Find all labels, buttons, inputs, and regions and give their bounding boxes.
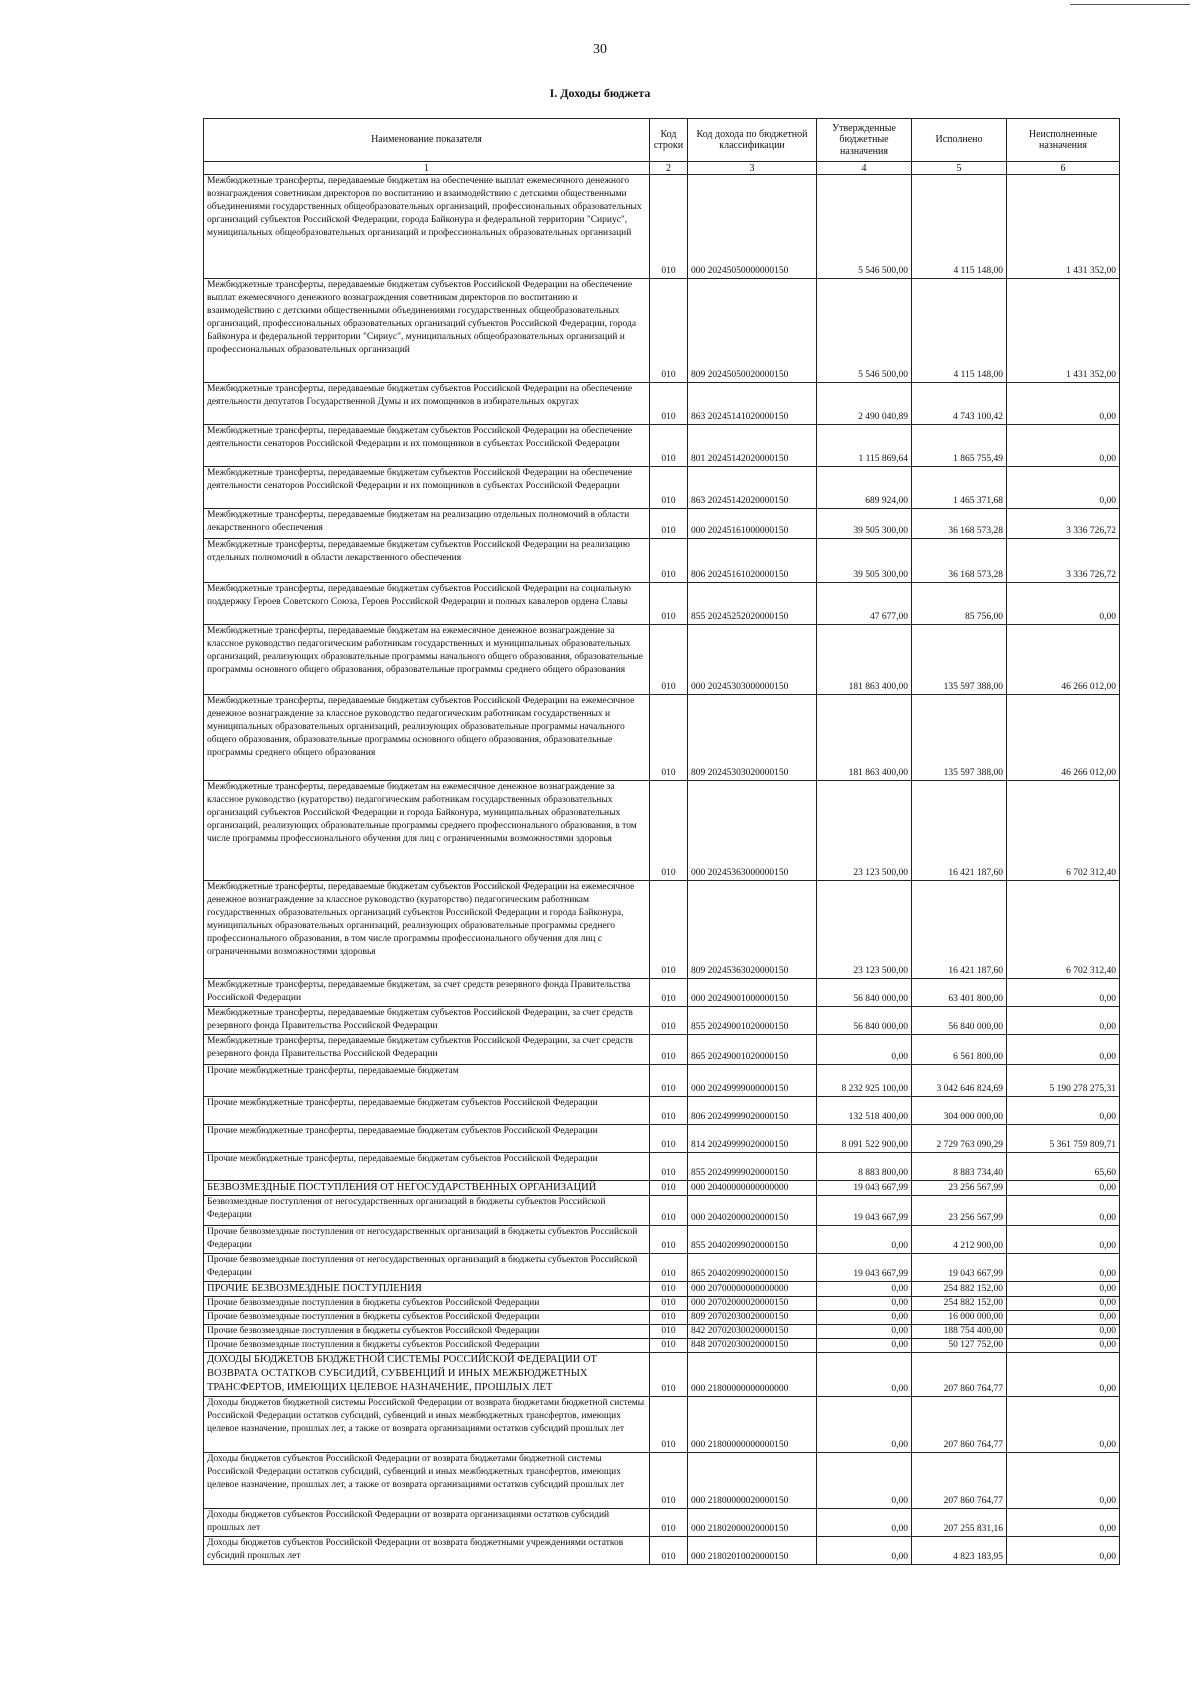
row-executed-amount: 63 401 800,00 <box>912 979 1007 1007</box>
column-number: 2 <box>650 162 688 175</box>
row-approved-amount: 0,00 <box>817 1035 912 1065</box>
table-row <box>204 1397 1120 1453</box>
row-executed-amount: 4 115 148,00 <box>912 279 1007 383</box>
row-unexecuted-amount: 6 702 312,40 <box>1007 881 1120 979</box>
row-executed-amount: 207 860 764,77 <box>912 1353 1007 1397</box>
top-edge-rule <box>1070 4 1190 5</box>
header-indicator-name: Наименование показателя <box>204 119 650 162</box>
row-executed-amount: 254 882 152,00 <box>912 1282 1007 1297</box>
row-revenue-code: 000 20245050000000150 <box>688 175 817 279</box>
row-revenue-code: 000 21800000020000150 <box>688 1453 817 1509</box>
row-revenue-code: 865 20402099020000150 <box>688 1254 817 1282</box>
row-unexecuted-amount: 0,00 <box>1007 1453 1120 1509</box>
row-revenue-code: 809 20245050020000150 <box>688 279 817 383</box>
row-indicator-name: Межбюджетные трансферты, передаваемые бюджетам субъектов Российской Федерации на ежемесячное денежное вознаграждение за классное руководство (кураторство) педагогическим работникам государственных образовательных организаций субъектов Российской Федерации и города Байконура, муниципальных образовательных организаций, реализующих образовательные программы среднего профессионального образования, в том числе программы профессионального обучения для лиц с ограниченными возможностями здоровья <box>204 881 650 979</box>
row-revenue-code: 000 21802000020000150 <box>688 1509 817 1537</box>
row-indicator-name: Прочие межбюджетные трансферты, передаваемые бюджетам субъектов Российской Федерации <box>204 1125 650 1153</box>
row-executed-amount: 4 823 183,95 <box>912 1537 1007 1565</box>
row-approved-amount: 19 043 667,99 <box>817 1196 912 1226</box>
row-revenue-code: 000 20400000000000000 <box>688 1181 817 1196</box>
row-revenue-code: 000 20702000020000150 <box>688 1297 817 1311</box>
row-line-code: 010 <box>650 1007 688 1035</box>
row-indicator-name: ПРОЧИЕ БЕЗВОЗМЕЗДНЫЕ ПОСТУПЛЕНИЯ <box>204 1282 650 1297</box>
row-unexecuted-amount: 0,00 <box>1007 1097 1120 1125</box>
table-row <box>204 1353 1120 1397</box>
row-approved-amount: 0,00 <box>817 1353 912 1397</box>
row-approved-amount: 5 546 500,00 <box>817 175 912 279</box>
row-unexecuted-amount: 3 336 726,72 <box>1007 509 1120 539</box>
row-executed-amount: 207 860 764,77 <box>912 1397 1007 1453</box>
row-revenue-code: 814 20249999020000150 <box>688 1125 817 1153</box>
row-unexecuted-amount: 3 336 726,72 <box>1007 539 1120 583</box>
row-executed-amount: 2 729 763 090,29 <box>912 1125 1007 1153</box>
row-unexecuted-amount: 5 190 278 275,31 <box>1007 1065 1120 1097</box>
column-number: 4 <box>817 162 912 175</box>
row-approved-amount: 0,00 <box>817 1226 912 1254</box>
row-line-code: 010 <box>650 175 688 279</box>
table-row <box>204 625 1120 695</box>
row-executed-amount: 135 597 388,00 <box>912 625 1007 695</box>
row-revenue-code: 855 20249001020000150 <box>688 1007 817 1035</box>
row-line-code: 010 <box>650 1397 688 1453</box>
row-revenue-code: 000 20245303000000150 <box>688 625 817 695</box>
row-approved-amount: 2 490 040,89 <box>817 383 912 425</box>
header-unexecuted: Неисполненные назначения <box>1007 119 1120 162</box>
row-revenue-code: 809 20245363020000150 <box>688 881 817 979</box>
row-executed-amount: 8 883 734,40 <box>912 1153 1007 1181</box>
row-unexecuted-amount: 0,00 <box>1007 1226 1120 1254</box>
row-line-code: 010 <box>650 1353 688 1397</box>
table-row <box>204 175 1120 279</box>
row-unexecuted-amount: 0,00 <box>1007 467 1120 509</box>
row-executed-amount: 4 212 900,00 <box>912 1226 1007 1254</box>
row-indicator-name: ДОХОДЫ БЮДЖЕТОВ БЮДЖЕТНОЙ СИСТЕМЫ РОССИЙСКОЙ ФЕДЕРАЦИИ ОТ ВОЗВРАТА ОСТАТКОВ СУБСИДИЙ, СУБВЕНЦИЙ И ИНЫХ МЕЖБЮДЖЕТНЫХ ТРАНСФЕРТОВ, ИМЕЮЩИХ ЦЕЛЕВОЕ НАЗНАЧЕНИЕ, ПРОШЛЫХ ЛЕТ <box>204 1353 650 1397</box>
row-unexecuted-amount: 46 266 012,00 <box>1007 625 1120 695</box>
column-number-row <box>204 162 1120 175</box>
row-line-code: 010 <box>650 1181 688 1196</box>
header-approved: Утвержденные бюджетные назначения <box>817 119 912 162</box>
row-approved-amount: 47 677,00 <box>817 583 912 625</box>
row-approved-amount: 8 232 925 100,00 <box>817 1065 912 1097</box>
row-indicator-name: Прочие межбюджетные трансферты, передаваемые бюджетам <box>204 1065 650 1097</box>
row-approved-amount: 39 505 300,00 <box>817 539 912 583</box>
row-indicator-name: Межбюджетные трансферты, передаваемые бюджетам субъектов Российской Федерации на реализацию отдельных полномочий в области лекарственного обеспечения <box>204 539 650 583</box>
row-revenue-code: 806 20245161020000150 <box>688 539 817 583</box>
row-line-code: 010 <box>650 1537 688 1565</box>
table-row <box>204 1007 1120 1035</box>
row-indicator-name: Межбюджетные трансферты, передаваемые бюджетам субъектов Российской Федерации на обеспечение деятельности депутатов Государственной Думы и их помощников в избирательных округах <box>204 383 650 425</box>
row-indicator-name: Межбюджетные трансферты, передаваемые бюджетам субъектов Российской Федерации на обеспечение выплат ежемесячного денежного вознаграждения советникам директоров по воспитанию и взаимодействию с детскими общественными объединениями государственных общеобразовательных организаций, профессиональных образовательных организаций субъектов Российской Федерации, города Байконура и федеральной территории "Сириус", муниципальных общеобразовательных организаций и профессиональных образовательных организаций <box>204 279 650 383</box>
page-number: 30 <box>593 42 607 57</box>
row-line-code: 010 <box>650 1196 688 1226</box>
row-approved-amount: 0,00 <box>817 1397 912 1453</box>
row-line-code: 010 <box>650 383 688 425</box>
table-row <box>204 1339 1120 1353</box>
row-revenue-code: 801 20245142020000150 <box>688 425 817 467</box>
row-executed-amount: 4 115 148,00 <box>912 175 1007 279</box>
row-indicator-name: Прочие межбюджетные трансферты, передаваемые бюджетам субъектов Российской Федерации <box>204 1097 650 1125</box>
row-unexecuted-amount: 0,00 <box>1007 1311 1120 1325</box>
row-unexecuted-amount: 0,00 <box>1007 1196 1120 1226</box>
row-indicator-name: БЕЗВОЗМЕЗДНЫЕ ПОСТУПЛЕНИЯ ОТ НЕГОСУДАРСТВЕННЫХ ОРГАНИЗАЦИЙ <box>204 1181 650 1196</box>
header-executed: Исполнено <box>912 119 1007 162</box>
table-row <box>204 1181 1120 1196</box>
row-revenue-code: 000 20402000020000150 <box>688 1196 817 1226</box>
row-executed-amount: 36 168 573,28 <box>912 539 1007 583</box>
row-approved-amount: 0,00 <box>817 1509 912 1537</box>
row-indicator-name: Межбюджетные трансферты, передаваемые бюджетам субъектов Российской Федерации на социальную поддержку Героев Советского Союза, Героев Российской Федерации и полных кавалеров ордена Славы <box>204 583 650 625</box>
row-unexecuted-amount: 0,00 <box>1007 1509 1120 1537</box>
row-indicator-name: Прочие безвозмездные поступления от негосударственных организаций в бюджеты субъектов Российской Федерации <box>204 1254 650 1282</box>
row-revenue-code: 000 21800000000000000 <box>688 1353 817 1397</box>
row-line-code: 010 <box>650 1254 688 1282</box>
row-unexecuted-amount: 65,60 <box>1007 1153 1120 1181</box>
row-approved-amount: 0,00 <box>817 1339 912 1353</box>
row-line-code: 010 <box>650 1311 688 1325</box>
row-revenue-code: 863 20245142020000150 <box>688 467 817 509</box>
table-row <box>204 383 1120 425</box>
table-row <box>204 1196 1120 1226</box>
row-line-code: 010 <box>650 1297 688 1311</box>
table-row <box>204 1065 1120 1097</box>
row-approved-amount: 1 115 869,64 <box>817 425 912 467</box>
table-row <box>204 1153 1120 1181</box>
row-executed-amount: 19 043 667,99 <box>912 1254 1007 1282</box>
row-executed-amount: 207 255 831,16 <box>912 1509 1007 1537</box>
row-revenue-code: 865 20249001020000150 <box>688 1035 817 1065</box>
row-indicator-name: Доходы бюджетов бюджетной системы Российской Федерации от возврата бюджетами бюджетной системы Российской Федерации остатков субсидий, субвенций и иных межбюджетных трансфертов, имеющих целевое назначение, прошлых лет, а также от возврата организациями остатков субсидий прошлых лет <box>204 1397 650 1453</box>
row-line-code: 010 <box>650 425 688 467</box>
row-revenue-code: 848 20702030020000150 <box>688 1339 817 1353</box>
table-row <box>204 881 1120 979</box>
row-indicator-name: Прочие безвозмездные поступления в бюджеты субъектов Российской Федерации <box>204 1311 650 1325</box>
table-row <box>204 509 1120 539</box>
row-line-code: 010 <box>650 279 688 383</box>
row-unexecuted-amount: 0,00 <box>1007 1397 1120 1453</box>
table-row <box>204 979 1120 1007</box>
row-approved-amount: 19 043 667,99 <box>817 1254 912 1282</box>
row-indicator-name: Межбюджетные трансферты, передаваемые бюджетам на обеспечение выплат ежемесячного денежного вознаграждения советникам директоров по воспитанию и взаимодействию с детскими общественными объединениями государственных общеобразовательных организаций, профессиональных образовательных организаций субъектов Российской Федерации, города Байконура и федеральной территории "Сириус", муниципальных общеобразовательных организаций и профессиональных образовательных организаций <box>204 175 650 279</box>
column-number: 3 <box>688 162 817 175</box>
row-executed-amount: 207 860 764,77 <box>912 1453 1007 1509</box>
row-line-code: 010 <box>650 1282 688 1297</box>
row-executed-amount: 1 465 371,68 <box>912 467 1007 509</box>
table-row <box>204 1226 1120 1254</box>
section-title: I. Доходы бюджета <box>549 86 651 100</box>
row-unexecuted-amount: 0,00 <box>1007 425 1120 467</box>
row-approved-amount: 0,00 <box>817 1537 912 1565</box>
row-indicator-name: Прочие безвозмездные поступления в бюджеты субъектов Российской Федерации <box>204 1297 650 1311</box>
row-approved-amount: 0,00 <box>817 1325 912 1339</box>
row-revenue-code: 000 20700000000000000 <box>688 1282 817 1297</box>
table-row <box>204 425 1120 467</box>
row-approved-amount: 39 505 300,00 <box>817 509 912 539</box>
row-approved-amount: 8 091 522 900,00 <box>817 1125 912 1153</box>
row-indicator-name: Межбюджетные трансферты, передаваемые бюджетам на ежемесячное денежное вознаграждение за классное руководство (кураторство) педагогическим работникам государственных образовательных организаций субъектов Российской Федерации и города Байконура, муниципальных образовательных организаций, реализующих образовательные программы среднего профессионального образования, в том числе программы профессионального обучения для лиц с ограниченными возможностями здоровья <box>204 781 650 881</box>
table-row <box>204 539 1120 583</box>
row-revenue-code: 809 20702030020000150 <box>688 1311 817 1325</box>
table-row <box>204 1509 1120 1537</box>
budget-revenue-table <box>203 118 1120 1565</box>
row-indicator-name: Межбюджетные трансферты, передаваемые бюджетам на реализацию отдельных полномочий в области лекарственного обеспечения <box>204 509 650 539</box>
row-indicator-name: Межбюджетные трансферты, передаваемые бюджетам на ежемесячное денежное вознаграждение за классное руководство педагогическим работникам государственных и муниципальных образовательных организаций, реализующих образовательные программы начального общего образования, образовательные программы основного общего образования, образовательные программы среднего общего образования <box>204 625 650 695</box>
row-unexecuted-amount: 0,00 <box>1007 1297 1120 1311</box>
row-approved-amount: 23 123 500,00 <box>817 881 912 979</box>
row-indicator-name: Межбюджетные трансферты, передаваемые бюджетам субъектов Российской Федерации на обеспечение деятельности сенаторов Российской Федерации и их помощников в субъектах Российской Федерации <box>204 467 650 509</box>
row-indicator-name: Прочие межбюджетные трансферты, передаваемые бюджетам субъектов Российской Федерации <box>204 1153 650 1181</box>
column-number: 6 <box>1007 162 1120 175</box>
row-executed-amount: 188 754 400,00 <box>912 1325 1007 1339</box>
row-line-code: 010 <box>650 625 688 695</box>
row-unexecuted-amount: 0,00 <box>1007 1325 1120 1339</box>
row-executed-amount: 50 127 752,00 <box>912 1339 1007 1353</box>
row-executed-amount: 16 000 000,00 <box>912 1311 1007 1325</box>
row-revenue-code: 855 20249999020000150 <box>688 1153 817 1181</box>
row-executed-amount: 254 882 152,00 <box>912 1297 1007 1311</box>
header-line-code: Код строки <box>650 119 688 162</box>
header-revenue-code: Код дохода по бюджетной классификации <box>688 119 817 162</box>
row-executed-amount: 85 756,00 <box>912 583 1007 625</box>
row-approved-amount: 56 840 000,00 <box>817 1007 912 1035</box>
row-line-code: 010 <box>650 467 688 509</box>
row-unexecuted-amount: 5 361 759 809,71 <box>1007 1125 1120 1153</box>
row-unexecuted-amount: 0,00 <box>1007 1339 1120 1353</box>
table-row <box>204 1035 1120 1065</box>
row-line-code: 010 <box>650 781 688 881</box>
row-indicator-name: Безвозмездные поступления от негосударственных организаций в бюджеты субъектов Российской Федерации <box>204 1196 650 1226</box>
table-row <box>204 279 1120 383</box>
row-line-code: 010 <box>650 1065 688 1097</box>
row-unexecuted-amount: 1 431 352,00 <box>1007 279 1120 383</box>
row-executed-amount: 23 256 567,99 <box>912 1196 1007 1226</box>
row-indicator-name: Межбюджетные трансферты, передаваемые бюджетам субъектов Российской Федерации, за счет средств резервного фонда Правительства Российской Федерации <box>204 1035 650 1065</box>
table-header-row <box>204 119 1120 162</box>
row-approved-amount: 181 863 400,00 <box>817 695 912 781</box>
row-unexecuted-amount: 0,00 <box>1007 1254 1120 1282</box>
table-row <box>204 583 1120 625</box>
row-revenue-code: 000 20249001000000150 <box>688 979 817 1007</box>
row-executed-amount: 6 561 800,00 <box>912 1035 1007 1065</box>
row-indicator-name: Прочие безвозмездные поступления в бюджеты субъектов Российской Федерации <box>204 1325 650 1339</box>
row-line-code: 010 <box>650 583 688 625</box>
row-revenue-code: 000 20245363000000150 <box>688 781 817 881</box>
row-revenue-code: 855 20402099020000150 <box>688 1226 817 1254</box>
table-row <box>204 1282 1120 1297</box>
row-indicator-name: Доходы бюджетов субъектов Российской Федерации от возврата бюджетами бюджетной системы Российской Федерации остатков субсидий, субвенций и иных межбюджетных трансфертов, имеющих целевое назначение, прошлых лет, а также от возврата организациями остатков субсидий прошлых лет <box>204 1453 650 1509</box>
row-unexecuted-amount: 0,00 <box>1007 583 1120 625</box>
row-unexecuted-amount: 0,00 <box>1007 1537 1120 1565</box>
table-row <box>204 1297 1120 1311</box>
row-approved-amount: 0,00 <box>817 1453 912 1509</box>
row-line-code: 010 <box>650 1125 688 1153</box>
table-row <box>204 1125 1120 1153</box>
row-indicator-name: Прочие безвозмездные поступления от негосударственных организаций в бюджеты субъектов Российской Федерации <box>204 1226 650 1254</box>
row-executed-amount: 3 042 646 824,69 <box>912 1065 1007 1097</box>
row-line-code: 010 <box>650 881 688 979</box>
table-row <box>204 1325 1120 1339</box>
column-number: 5 <box>912 162 1007 175</box>
row-revenue-code: 000 21800000000000150 <box>688 1397 817 1453</box>
row-approved-amount: 0,00 <box>817 1311 912 1325</box>
table-row <box>204 695 1120 781</box>
row-line-code: 010 <box>650 539 688 583</box>
row-approved-amount: 23 123 500,00 <box>817 781 912 881</box>
row-line-code: 010 <box>650 509 688 539</box>
row-indicator-name: Межбюджетные трансферты, передаваемые бюджетам субъектов Российской Федерации на ежемесячное денежное вознаграждение за классное руководство педагогическим работникам государственных и муниципальных образовательных организаций, реализующих образовательные программы начального общего образования, образовательные программы основного общего образования, образовательные программы среднего общего образования <box>204 695 650 781</box>
row-revenue-code: 000 20245161000000150 <box>688 509 817 539</box>
table-body <box>204 175 1120 1565</box>
table-row <box>204 467 1120 509</box>
row-revenue-code: 000 21802010020000150 <box>688 1537 817 1565</box>
row-unexecuted-amount: 0,00 <box>1007 1007 1120 1035</box>
row-executed-amount: 56 840 000,00 <box>912 1007 1007 1035</box>
row-executed-amount: 16 421 187,60 <box>912 781 1007 881</box>
row-executed-amount: 23 256 567,99 <box>912 1181 1007 1196</box>
row-line-code: 010 <box>650 1035 688 1065</box>
row-approved-amount: 689 924,00 <box>817 467 912 509</box>
row-unexecuted-amount: 0,00 <box>1007 1282 1120 1297</box>
row-revenue-code: 863 20245141020000150 <box>688 383 817 425</box>
row-revenue-code: 842 20702030020000150 <box>688 1325 817 1339</box>
table-row <box>204 1254 1120 1282</box>
table-row <box>204 1453 1120 1509</box>
row-executed-amount: 16 421 187,60 <box>912 881 1007 979</box>
row-line-code: 010 <box>650 1325 688 1339</box>
row-unexecuted-amount: 0,00 <box>1007 383 1120 425</box>
row-executed-amount: 4 743 100,42 <box>912 383 1007 425</box>
row-unexecuted-amount: 1 431 352,00 <box>1007 175 1120 279</box>
table-row <box>204 1311 1120 1325</box>
row-revenue-code: 806 20249999020000150 <box>688 1097 817 1125</box>
row-approved-amount: 19 043 667,99 <box>817 1181 912 1196</box>
row-indicator-name: Межбюджетные трансферты, передаваемые бюджетам субъектов Российской Федерации, за счет средств резервного фонда Правительства Российской Федерации <box>204 1007 650 1035</box>
row-revenue-code: 000 20249999000000150 <box>688 1065 817 1097</box>
row-executed-amount: 36 168 573,28 <box>912 509 1007 539</box>
row-unexecuted-amount: 46 266 012,00 <box>1007 695 1120 781</box>
row-line-code: 010 <box>650 695 688 781</box>
row-indicator-name: Прочие безвозмездные поступления в бюджеты субъектов Российской Федерации <box>204 1339 650 1353</box>
row-approved-amount: 0,00 <box>817 1282 912 1297</box>
row-indicator-name: Доходы бюджетов субъектов Российской Федерации от возврата организациями остатков субсидий прошлых лет <box>204 1509 650 1537</box>
row-line-code: 010 <box>650 1226 688 1254</box>
row-approved-amount: 132 518 400,00 <box>817 1097 912 1125</box>
row-unexecuted-amount: 6 702 312,40 <box>1007 781 1120 881</box>
row-line-code: 010 <box>650 1453 688 1509</box>
table-row <box>204 781 1120 881</box>
row-line-code: 010 <box>650 1153 688 1181</box>
table-row <box>204 1097 1120 1125</box>
row-line-code: 010 <box>650 1339 688 1353</box>
column-number: 1 <box>204 162 650 175</box>
row-approved-amount: 0,00 <box>817 1297 912 1311</box>
row-line-code: 010 <box>650 979 688 1007</box>
row-indicator-name: Межбюджетные трансферты, передаваемые бюджетам субъектов Российской Федерации на обеспечение деятельности сенаторов Российской Федерации и их помощников в субъектах Российской Федерации <box>204 425 650 467</box>
row-unexecuted-amount: 0,00 <box>1007 979 1120 1007</box>
table-row <box>204 1537 1120 1565</box>
row-indicator-name: Доходы бюджетов субъектов Российской Федерации от возврата бюджетными учреждениями остатков субсидий прошлых лет <box>204 1537 650 1565</box>
row-approved-amount: 8 883 800,00 <box>817 1153 912 1181</box>
row-revenue-code: 809 20245303020000150 <box>688 695 817 781</box>
row-executed-amount: 135 597 388,00 <box>912 695 1007 781</box>
row-unexecuted-amount: 0,00 <box>1007 1353 1120 1397</box>
row-executed-amount: 304 000 000,00 <box>912 1097 1007 1125</box>
row-approved-amount: 181 863 400,00 <box>817 625 912 695</box>
row-line-code: 010 <box>650 1097 688 1125</box>
row-revenue-code: 855 20245252020000150 <box>688 583 817 625</box>
row-unexecuted-amount: 0,00 <box>1007 1035 1120 1065</box>
row-approved-amount: 5 546 500,00 <box>817 279 912 383</box>
row-unexecuted-amount: 0,00 <box>1007 1181 1120 1196</box>
row-executed-amount: 1 865 755,49 <box>912 425 1007 467</box>
row-approved-amount: 56 840 000,00 <box>817 979 912 1007</box>
row-indicator-name: Межбюджетные трансферты, передаваемые бюджетам, за счет средств резервного фонда Правительства Российской Федерации <box>204 979 650 1007</box>
row-line-code: 010 <box>650 1509 688 1537</box>
